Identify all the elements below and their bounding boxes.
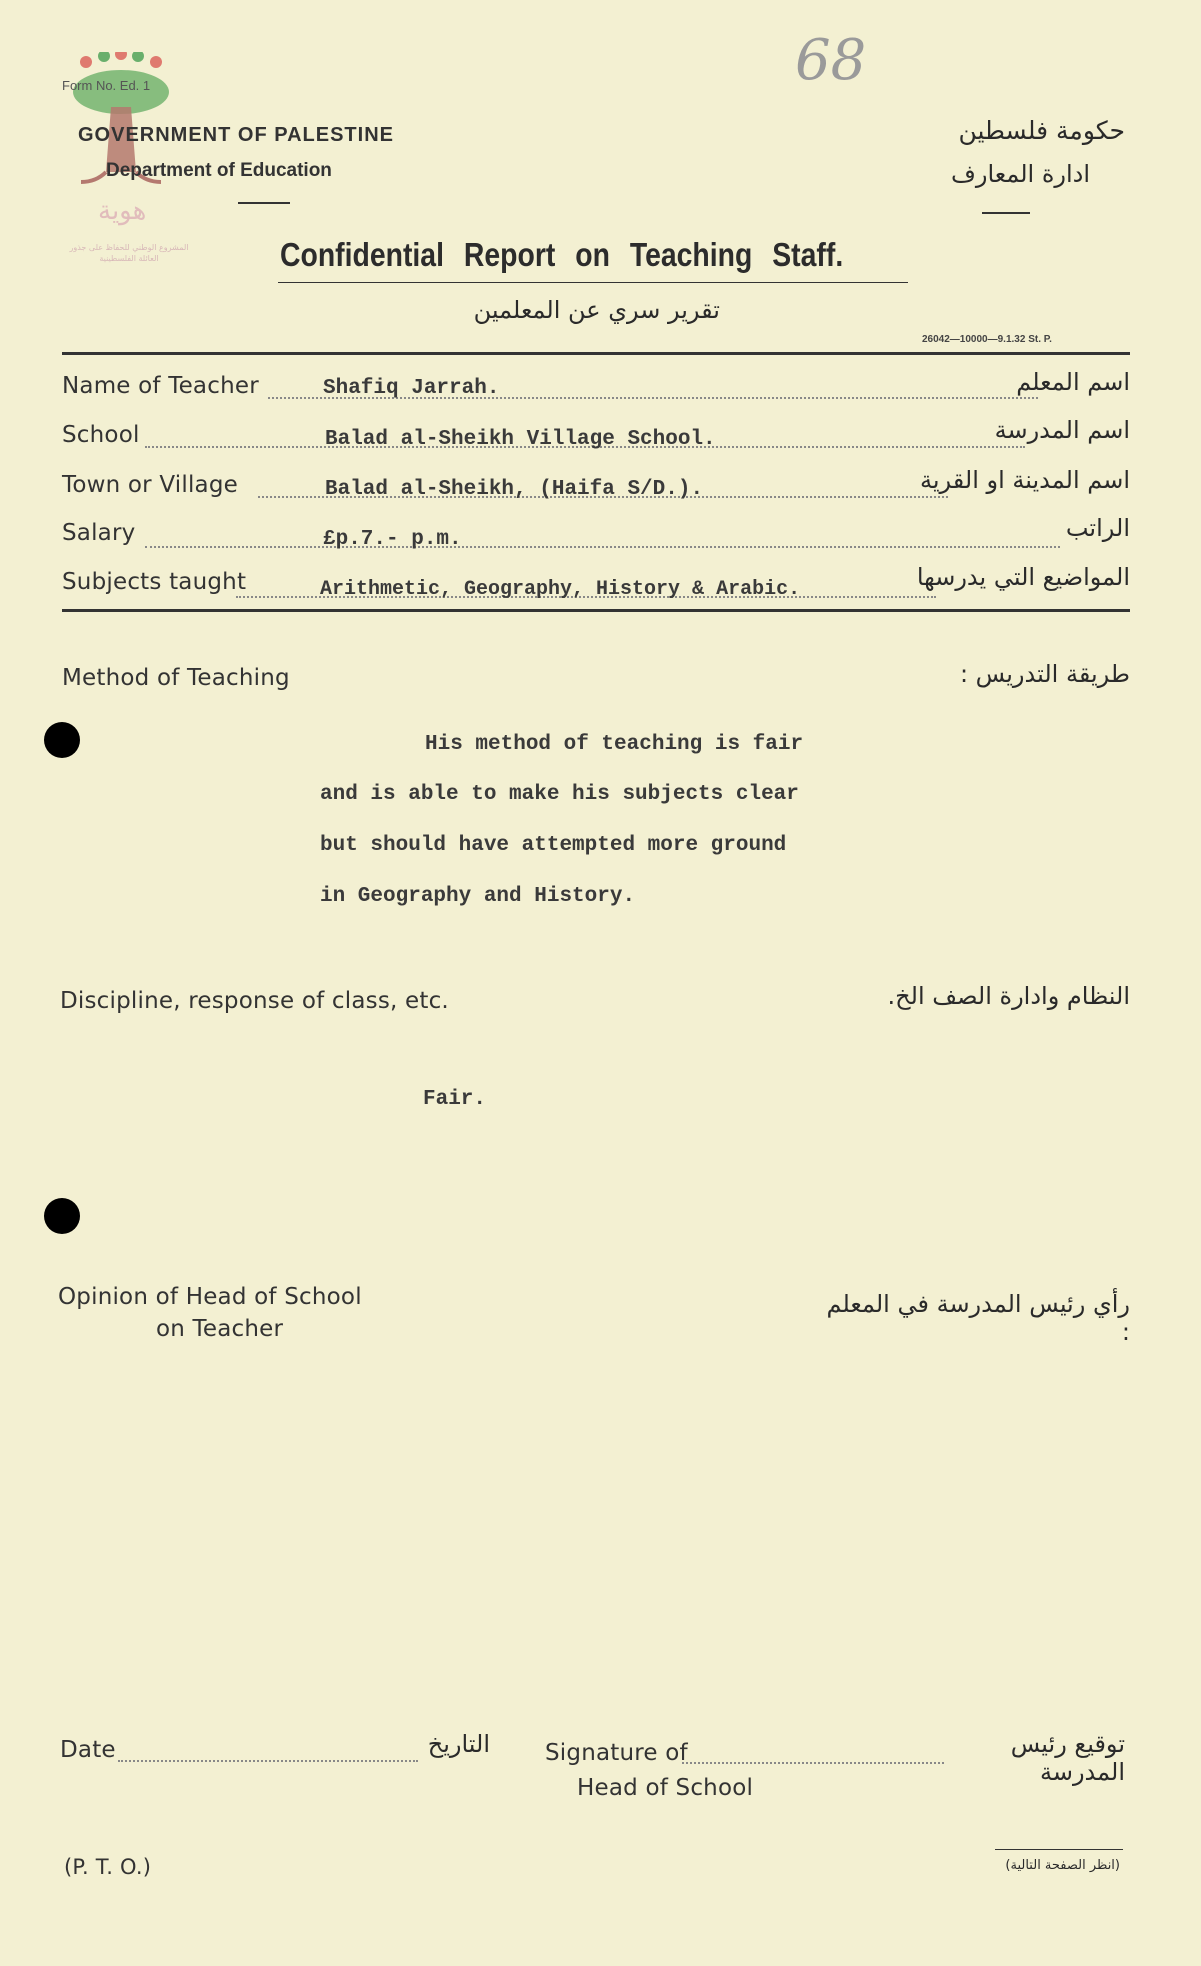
date-label: Date bbox=[60, 1737, 116, 1763]
method-line-1: His method of teaching is fair bbox=[425, 733, 804, 756]
department-title-ar: ادارة المعارف bbox=[950, 160, 1090, 188]
signature-label-line2: Head of School bbox=[577, 1775, 754, 1801]
signature-label-ar: توقيع رئيس المدرسة bbox=[1010, 1730, 1125, 1786]
top-thick-rule bbox=[62, 352, 1130, 355]
field-value-school: Balad al-Sheikh Village School. bbox=[325, 428, 716, 451]
field-label-ar-school: اسم المدرسة bbox=[994, 416, 1130, 444]
field-value-salary: £p.7.- p.m. bbox=[323, 528, 462, 551]
opinion-label-line2: on Teacher bbox=[156, 1316, 284, 1342]
report-title-ar: تقرير سري عن المعلمين bbox=[473, 296, 720, 324]
government-title-en: GOVERNMENT OF PALESTINE bbox=[78, 124, 394, 146]
method-line-2: and is able to make his subjects clear bbox=[320, 783, 799, 806]
field-label-name: Name of Teacher bbox=[62, 373, 259, 399]
print-code: 26042—10000—9.1.32 St. P. bbox=[922, 334, 1052, 345]
watermark-text: هوية bbox=[98, 196, 147, 226]
pto-label-ar: (انظر الصفحة التالية) bbox=[1005, 1858, 1120, 1873]
field-line-salary bbox=[145, 546, 1060, 548]
handwritten-page-number: 68 bbox=[795, 28, 867, 93]
fields-bottom-rule bbox=[62, 609, 1130, 612]
report-title-en: Confidential Report on Teaching Staff. bbox=[280, 236, 844, 273]
field-label-ar-salary: الراتب bbox=[1065, 514, 1130, 542]
opinion-label-ar: رأي رئيس المدرسة في المعلم : bbox=[826, 1290, 1130, 1346]
punch-hole-top bbox=[44, 722, 80, 758]
discipline-label: Discipline, response of class, etc. bbox=[60, 988, 449, 1014]
header-short-rule-left bbox=[238, 202, 290, 204]
field-label-school: School bbox=[62, 422, 140, 448]
opinion-label-line1: Opinion of Head of School bbox=[58, 1284, 362, 1310]
signature-label: Signature of bbox=[545, 1740, 688, 1766]
title-underline bbox=[278, 282, 908, 283]
field-label-ar-subjects: المواضيع التي يدرسها bbox=[916, 563, 1130, 591]
pto-label: (P. T. O.) bbox=[64, 1855, 152, 1879]
field-label-ar-town: اسم المدينة او القرية bbox=[919, 466, 1130, 494]
field-value-town: Balad al-Sheikh, (Haifa S/D.). bbox=[325, 478, 704, 501]
punch-hole-bottom bbox=[44, 1198, 80, 1234]
date-label-ar: التاريخ bbox=[427, 1730, 490, 1758]
discipline-value: Fair. bbox=[423, 1088, 487, 1111]
field-label-town: Town or Village bbox=[62, 472, 238, 498]
department-title-en: Department of Education bbox=[106, 160, 332, 181]
field-label-salary: Salary bbox=[62, 520, 136, 546]
signature-line bbox=[682, 1762, 944, 1764]
method-line-4: in Geography and History. bbox=[320, 885, 636, 908]
date-line bbox=[118, 1760, 418, 1762]
header-short-rule-right bbox=[982, 212, 1030, 214]
field-value-name: Shafiq Jarrah. bbox=[323, 377, 500, 400]
watermark-subtext: المشروع الوطني للحفاظ على جذور العائلة الفلسطينية bbox=[69, 243, 189, 263]
form-number: Form No. Ed. 1 bbox=[62, 78, 151, 93]
field-value-subjects: Arithmetic, Geography, History & Arabic. bbox=[320, 578, 801, 601]
method-line-3: but should have attempted more ground bbox=[320, 834, 787, 857]
method-label-ar: طريقة التدريس : bbox=[959, 660, 1130, 688]
discipline-label-ar: النظام وادارة الصف الخ. bbox=[887, 982, 1130, 1010]
pto-ar-overline bbox=[995, 1849, 1123, 1850]
field-label-subjects: Subjects taught bbox=[62, 569, 247, 595]
method-label: Method of Teaching bbox=[62, 665, 290, 691]
field-label-ar-name: اسم المعلم bbox=[1016, 368, 1130, 396]
government-title-ar: حكومة فلسطين bbox=[958, 116, 1125, 145]
